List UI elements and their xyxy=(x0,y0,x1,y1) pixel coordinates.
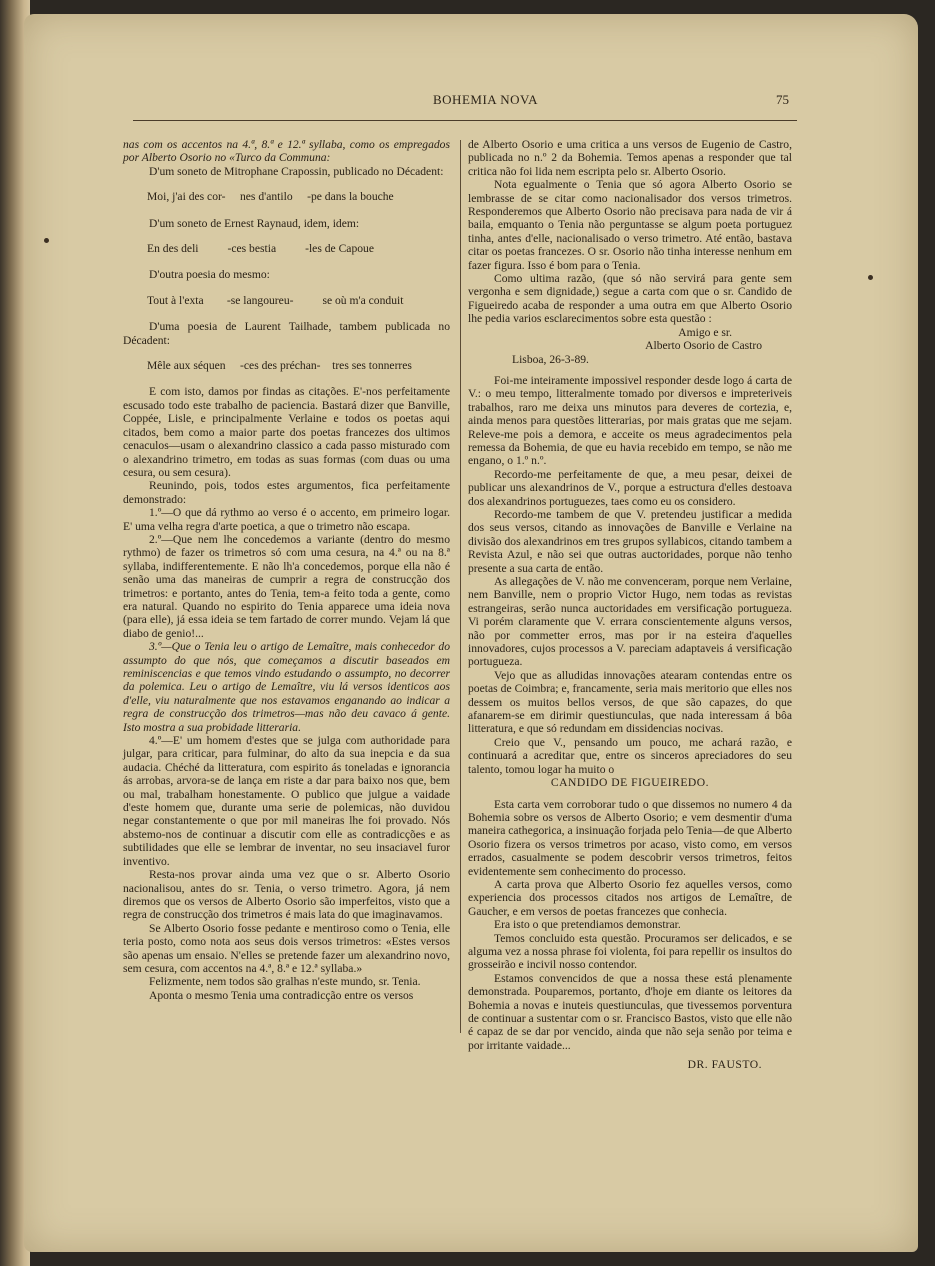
paragraph: nas com os accentos na 4.ª, 8.ª e 12.ª syllaba, como os empregados por Alberto Osorio no «Turco da Communa: xyxy=(123,138,450,165)
letter-addressee: Alberto Osorio de Castro xyxy=(645,339,762,353)
paragraph: Reunindo, pois, todos estes argumentos, fica perfeitamente demonstrado: xyxy=(123,479,450,506)
paragraph: D'uma poesia de Laurent Tailhade, tambem publicada no Décadent: xyxy=(123,320,450,347)
paragraph: Felizmente, nem todos são gralhas n'este mundo, sr. Tenia. xyxy=(149,975,421,989)
page-header xyxy=(30,92,935,116)
paragraph: Como ultima razão, (que só não servirá para gente sem vergonha e sem dignidade,) segue a carta com que o sr. Candido de Figueiredo acaba de responder a uma outra em que Alberto Osorio lhe pedia varios esclarecimentos sobre esta questão : xyxy=(468,272,792,326)
paragraph: 3.º—Que o Tenia leu o artigo de Lemaître, mais conhecedor do assumpto do que nós, que começamos a discutir baseados em reminiscencias e que temos vindo estudando o assumpto, no decorrer da polemica. Leu o artigo de Lemaître, viu lá versos identicos aos d'elle, viu naturalmente que nos estavamos enganando ao indicar a regra de construcção dos trimetros—mas não deu cavaco á gente. Isto mostra a sua probidade litteraria. xyxy=(123,640,450,734)
paragraph: Aponta o mesmo Tenia uma contradicção entre os versos xyxy=(149,988,414,1002)
paragraph: Resta-nos provar ainda uma vez que o sr. Alberto Osorio nacionalisou, antes do sr. Tenia, o verso trimetro. Agora, já nem diremos que os versos de Alberto Osorio são imperfeitos, visto que a regra de construcção dos trimetros é mais lata do que imaginavamos. xyxy=(123,868,450,922)
paper-speck xyxy=(868,275,873,280)
paragraph: Se Alberto Osorio fosse pedante e mentiroso como o Tenia, elle teria posto, como nota aos seus dois versos trimetros: «Estes versos são apenas um ensaio. N'elles se pretende fazer um alexandrino novo, sem cesura, com accentos na 4.ª, 8.ª e 12.ª syllaba.» xyxy=(123,921,450,975)
spacer xyxy=(468,366,792,374)
paragraph: 2.º—Que nem lhe concedemos a variante (dentro do mesmo rythmo) de fazer os trimetros só com uma cesura, na 4.ª ou na 8.ª syllaba, indifferentemente. E não lh'a concedemos, porque ella não é senão uma das maneiras de cumprir a regra de construcção dos trimetros: e portanto, antes do Tenia, tem-a feito toda a gente, como era natural. Quando no espirito do Tenia apparece uma ideia nova (para elle), já essa ideia se tem fartado de correr mundo. Vejam lá que diabo de genio!... xyxy=(123,532,450,640)
paragraph: Esta carta vem corroborar tudo o que dissemos no numero 4 da Bohemia sobre os versos de Alberto Osorio; e vem desmentir d'uma maneira cathegorica, a insinuação forjada pelo Tenia—de que Alberto Osorio fizera os versos trimetros por acaso, visto como, em versos errados, casualmente se podem descobrir versos trimetros, feitos evidentemente sem conhecimento do processo. xyxy=(468,797,792,878)
paragraph: de Alberto Osorio e uma critica a uns versos de Eugenio de Castro, publicada no n.º 2 da Bohemia. Temos apenas a responder que tal critica não foi lida nem escripta pelo sr. Alberto Osorio. xyxy=(468,138,792,178)
page-number: 75 xyxy=(776,92,789,107)
paragraph: D'um soneto de Ernest Raynaud, idem, idem: xyxy=(149,216,360,230)
paragraph: A carta prova que Alberto Osorio fez aquelles versos, como experiencia dos processos citados nos artigos de Lemaître, de Gaucher, e em versos de poetas francezes que conhecia. xyxy=(468,877,792,918)
paragraph: D'outra poesia do mesmo: xyxy=(149,268,270,282)
left-column xyxy=(123,138,450,1002)
paragraph: Nota egualmente o Tenia que só agora Alberto Osorio se lembrasse de se citar como nacionalisador dos versos trimetros. Responderemos que Alberto Osorio não precisava para nada de vir á baila, emquanto o Tenia não perguntasse se algum poeta portuguez tinha, antes d'elle, nacionalisado o verso trimetro. Até então, bastava citar os poetas francezes. O sr. Osorio não tinha interesse nenhum em fazer figura. Isso é bom para o Tenia. xyxy=(468,178,792,272)
header-rule xyxy=(133,120,797,121)
letter-paragraph: As allegações de V. não me convenceram, porque nem Verlaine, nem Banville, nem o proprio Victor Hugo, nem todas as revistas estrangeiras, serão nunca auctoridades em versificação portugueza. Vi porém claramente que V. errara conscientemente alguns versos, não por commetter erros, mas por ir na esteira d'aquelles innovadores, cujos processos a V. pareciam adaptaveis á versificação portugueza. xyxy=(468,575,792,669)
paragraph: 4.º—E' um homem d'estes que se julga com authoridade para julgar, para criticar, para fulminar, do alto da sua inepcia e da sua audacia. Chéché da litteratura, com espirito ás toneladas e ignorancia ás arrobas, arvora-se de lança em riste a dar para baixo nos que, bem ou mal, trabalham honestamente. O publico que julgue a vaidade d'este homem que, durante uma serie de polemicas, não duvidou negar constantemente o que por mil maneiras lhe foi provado. Nós abstemo-nos de continuar a discutir com elle as contradicções e as subtilidades que elle se lembrar de inventar, no seu insaciavel furor inventivo. xyxy=(123,734,450,868)
letter-paragraph: Vejo que as alludidas innovações atearam contendas entre os poetas de Coimbra; e, francamente, seria mais meritorio que elles nos dessem os muitos bellos versos, de que são capazes, do que afanarem-se em dirimir questiunculas, que nada interessam á bôa litteratura, e que só redundam em dissidencias nocivas. xyxy=(468,668,792,736)
paper-speck xyxy=(44,238,49,243)
letter-paragraph: Recordo-me tambem de que V. pretendeu justificar a medida dos seus versos, citando as innovações de Banville e Verlaine na divisão dos alexandrinos em tres grupos syllabicos, citando tambem a Revista Azul, e não sei que outras auctoridades, porque não tenho presente a sua carta de então. xyxy=(468,507,792,575)
right-column xyxy=(468,138,792,1072)
letter-signature: CANDIDO DE FIGUEIREDO. xyxy=(550,776,710,790)
author-signature: DR. FAUSTO. xyxy=(687,1058,762,1072)
paragraph: D'um soneto de Mitrophane Crapossin, publicado no Décadent: xyxy=(149,164,444,178)
quoted-verse: En des deli -ces bestia -les de Capoue xyxy=(147,242,374,256)
quoted-verse: Moi, j'ai des cor- nes d'antilo -pe dans la bouche xyxy=(147,190,394,204)
letter-paragraph: Recordo-me perfeitamente de que, a meu pesar, deixei de publicar uns alexandrinos de V., porque a estructura d'elles destoava dos alexandrinos portuguezes, taes como eu os considero. xyxy=(468,467,792,508)
letter-dateline: Lisboa, 26-3-89. xyxy=(512,352,589,366)
column-divider xyxy=(460,140,461,1033)
letter-paragraph: Creio que V., pensando um pouco, me achará razão, e continuará a acreditar que, entre os sinceros apreciadores do seu talento, tomou logar ha muito o xyxy=(468,735,792,776)
paragraph: E com isto, damos por findas as citações. E'-nos perfeitamente escusado todo este trabalho de paciencia. Bastará dizer que Banville, Coppée, Lisle, e principalmente Verlaine e todos os poetas aqui citados, bem como a maior parte dos poetas francezes dos ultimos cenaculos—usam o alexandrino classico a cada passo misturado com o alexandrino trimetro, em todas as suas formas (com duas ou uma cesura, ou sem cesura). xyxy=(123,385,450,479)
running-head: BOHEMIA NOVA xyxy=(433,92,539,107)
quoted-verse: Tout à l'exta -se langoureu- se où m'a conduit xyxy=(147,293,404,307)
letter-paragraph: Foi-me inteiramente impossivel responder desde logo á carta de V.: o meu tempo, litteralmente tomado por diversos e impreteriveis trabalhos, raro me deixa uns minutos para deveres de cortezia, e, ainda menos para questões litterarias, por mais gratas que me sejam. Releve-me pois a demora, e acceite os meus agradecimentos pela remessa da Bohemia, de que eu havia recebido em tempo, se não me engano, o 1.º n.º. xyxy=(468,373,792,468)
letter-salutation: Amigo e sr. xyxy=(678,325,732,339)
quoted-verse: Mêle aux séquen -ces des préchan- tres ses tonnerres xyxy=(147,359,412,373)
spacer xyxy=(468,790,792,798)
paragraph: Temos concluido esta questão. Procuramos ser delicados, e se alguma vez a nossa phrase foi violenta, foi para repellir os insultos do grosseirão e incivil nosso contendor. xyxy=(468,931,792,972)
paragraph: 1.º—O que dá rythmo ao verso é o accento, em primeiro logar. E' uma velha regra d'arte poetica, a que o trimetro não escapa. xyxy=(123,506,450,533)
paragraph: Estamos convencidos de que a nossa these está plenamente demonstrada. Pouparemos, portanto, d'hoje em diante os leitores da Bohemia a novas e inuteis questiunculas, que tivessemos porventura de continuar a sustentar com o sr. Francisco Bastos, visto que elle não é capaz de se dar por vencido, ainda que não seja senão por teima e por irritante vaidade... xyxy=(468,971,792,1052)
paragraph: Era isto o que pretendiamos demonstrar. xyxy=(494,918,681,932)
